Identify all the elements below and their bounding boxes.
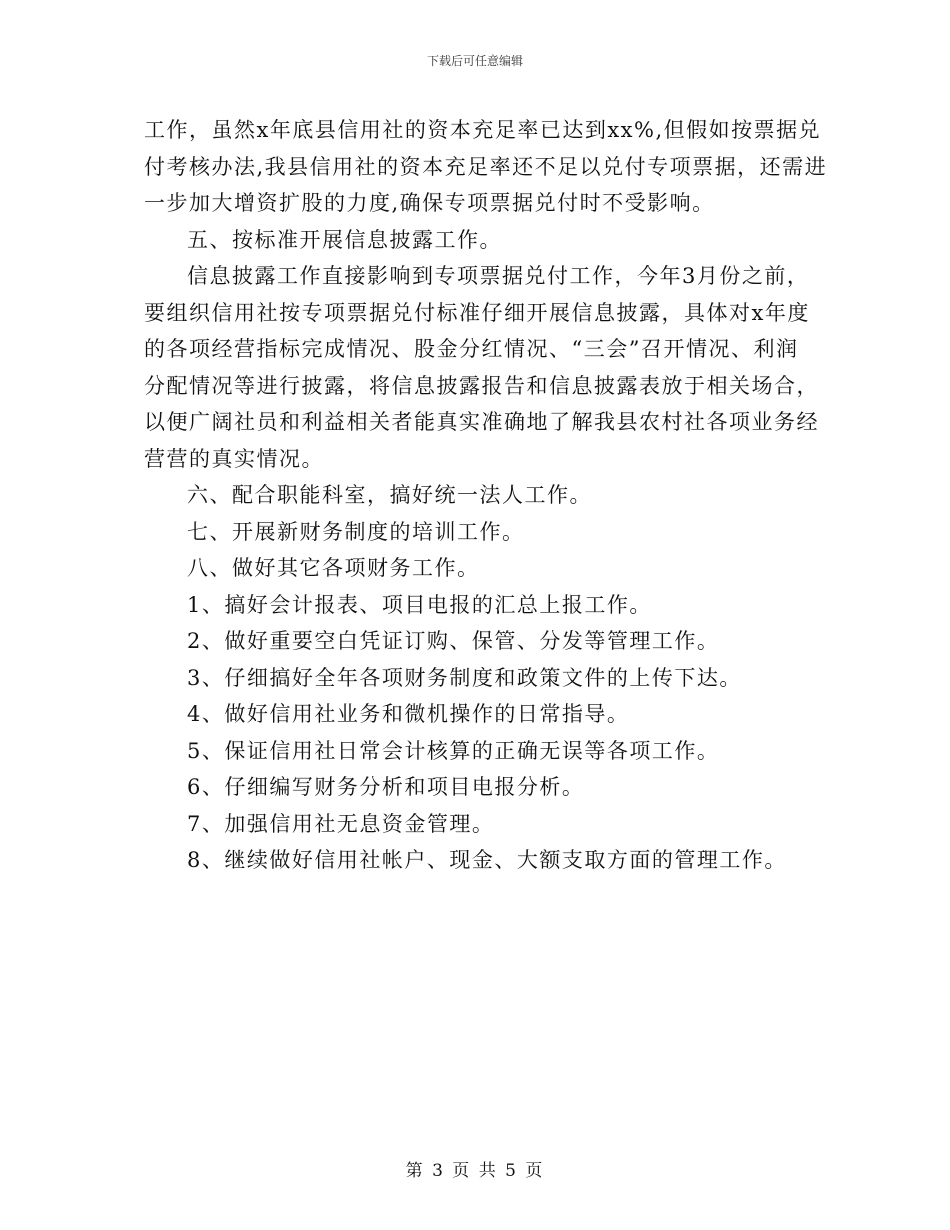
- document-body: [144, 112, 828, 879]
- page-header: 下载后可任意编辑: [426, 54, 523, 68]
- paragraph-line: 一步加大增资扩股的力度,确保专项票据兑付时不受影响。: [144, 191, 715, 215]
- paragraph-line: 工作，虽然x年底县信用社的资本充足率已达到xx%,但假如按票据兑: [144, 118, 822, 142]
- list-item: 2、做好重要空白凭证订购、保管、分发等管理工作。: [187, 629, 720, 653]
- section-heading: 六、配合职能科室，搞好统一法人工作。: [187, 483, 592, 507]
- section-heading: 八、做好其它各项财务工作。: [187, 556, 480, 580]
- list-item: 3、仔细搞好全年各项财务制度和政策文件的上传下达。: [187, 665, 742, 690]
- list-item: 5、保证信用社日常会计核算的正确无误等各项工作。: [187, 738, 720, 763]
- page-footer: 第 3 页 共 5 页: [405, 1161, 545, 1181]
- list-item: 7、加强信用社无息资金管理。: [187, 811, 495, 836]
- list-item: 1、搞好会计报表、项目电报的汇总上报工作。: [187, 592, 652, 617]
- paragraph-line: 的各项经营指标完成情况、股金分红情况、“三会”召开情况、利润: [144, 337, 799, 361]
- paragraph-line: 以便广阔社员和利益相关者能真实准确地了解我县农村社各项业务经: [144, 410, 819, 434]
- paragraph-line: 分配情况等进行披露，将信息披露报告和信息披露表放于相关场合，: [144, 373, 819, 398]
- paragraph-line: 付考核办法,我县信用社的资本充足率还不足以兑付专项票据，还需进: [144, 154, 828, 179]
- list-item: 4、做好信用社业务和微机操作的日常指导。: [187, 702, 630, 726]
- list-item: 8、继续做好信用社帐户、现金、大额支取方面的管理工作。: [187, 848, 787, 872]
- paragraph-line: 信息披露工作直接影响到专项票据兑付工作，今年3月份之前，: [187, 264, 810, 288]
- section-heading: 五、按标准开展信息披露工作。: [187, 227, 502, 252]
- paragraph-line: 要组织信用社按专项票据兑付标准仔细开展信息披露，具体对x年度: [144, 300, 810, 325]
- section-heading: 七、开展新财务制度的培训工作。: [187, 519, 525, 544]
- paragraph-line: 营营的真实情况。: [144, 446, 324, 471]
- list-item: 6、仔细编写财务分析和项目电报分析。: [187, 775, 585, 799]
